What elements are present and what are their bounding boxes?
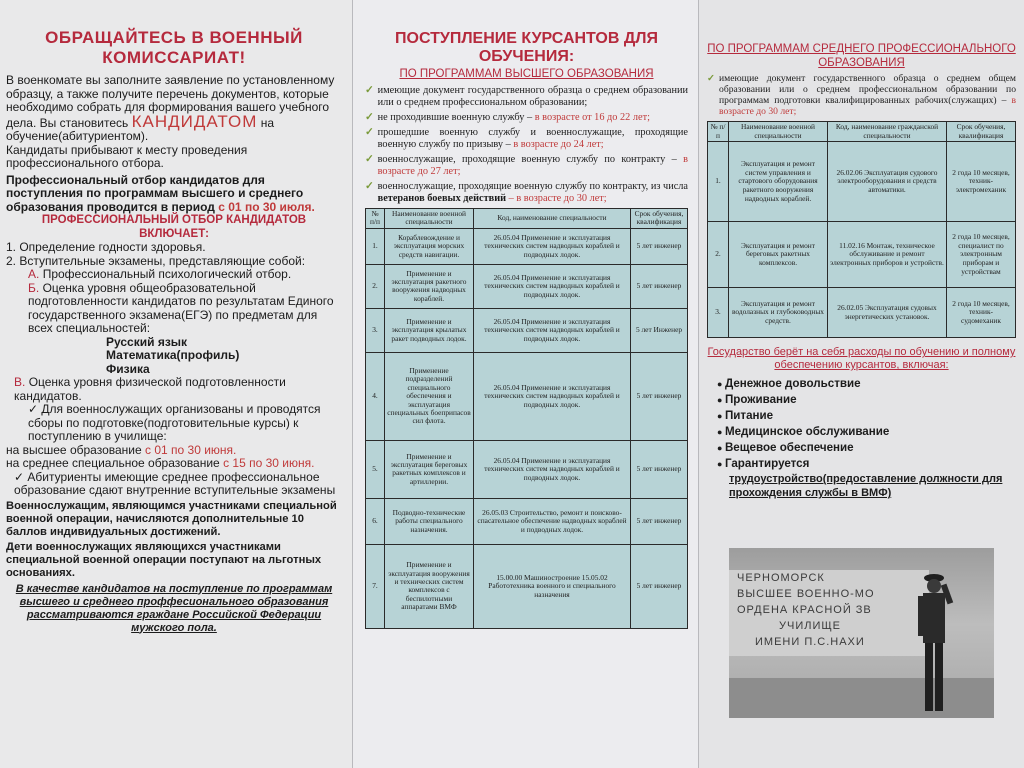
letter-b: Б. <box>28 280 40 295</box>
svo-children: Дети военнослужащих являющихся участниками специальной военной операции поступают на льготных основаниях. <box>6 540 322 579</box>
row-term: 5 лет инженер <box>631 352 688 440</box>
middle-panel-title: ПОСТУПЛЕНИЕ КУРСАНТОВ ДЛЯ ОБУЧЕНИЯ: <box>395 30 658 65</box>
item-v-text: Оценка уровня физической подготовленности кандидатов. <box>14 375 286 403</box>
condition-4 <box>365 154 688 178</box>
left-panel-title: ОБРАЩАЙТЕСЬ В ВОЕННЫЙ КОМИССАРИАТ! <box>45 28 303 67</box>
row-code: 26.05.04 Применение и эксплуатация технических систем надводных кораблей и подводных лодок. <box>474 264 631 308</box>
intro-text: В военкомате вы заполните заявление по установленному образцу, а также получите перечень документов, которые необходимо собрать для формирования вашего учебного дела. Вы становитесь <box>6 73 335 130</box>
row-name: Кораблевождение и эксплуатация морских средств навигации. <box>385 228 474 264</box>
check-icon: ✓ <box>365 127 374 138</box>
letter-v: В. <box>14 375 26 389</box>
check-icon: ✓ <box>365 154 374 165</box>
secondary-condition-age: в возрасте до 30 лет; <box>719 95 1016 117</box>
selection-title: ПРОФЕССИОНАЛЬНЫЙ ОТБОР КАНДИДАТОВ ВКЛЮЧАЕТ: <box>41 214 307 240</box>
left-panel <box>0 0 352 768</box>
photo-line: ИМЕНИ П.С.НАХИ <box>755 636 865 648</box>
right-panel <box>698 0 1024 768</box>
condition-3-age: в возрасте до 24 лет; <box>513 139 604 150</box>
list-item: ● Денежное довольствие <box>717 376 1016 392</box>
check-icon: ✓ <box>707 73 716 84</box>
item-v <box>6 376 342 403</box>
photo-line: ОРДЕНА КРАСНОЙ ЗВ <box>737 604 872 616</box>
row-num: 1. <box>708 142 729 222</box>
row-name: Применение подразделений специального обеспечения и эксплуатация специальных боеприпасов сил флота. <box>385 352 474 440</box>
photo-line: ВЫСШЕЕ ВОЕННО-МО <box>737 588 875 600</box>
row-name: Подводно-технические работы специального назначения. <box>385 498 474 544</box>
secondary-exam-text: Абитуриенты имеющие среднее профессиональное образование сдают внутренние вступительные экзамены <box>14 469 336 497</box>
row-term: 5 лет инженер <box>631 264 688 308</box>
cadet-figure-icon <box>914 566 954 716</box>
header-name: Наименование военной специальности <box>729 122 828 142</box>
subject-physics: Физика <box>106 361 150 376</box>
condition-2 <box>365 112 688 124</box>
row-code: 26.05.04 Применение и эксплуатация технических систем надводных кораблей и подводных лодок. <box>474 440 631 498</box>
condition-2-age: в возрасте от 16 до 22 лет; <box>534 112 650 123</box>
higher-specialties-table <box>365 208 688 629</box>
left-footer: В качестве кандидатов на поступление по программам высшего и среднего проффесионального образования рассматриваются граждане Российской Федерации мужского пола. <box>15 582 333 634</box>
row-num: 6. <box>366 498 385 544</box>
item-b <box>6 282 342 336</box>
school-photo <box>729 548 994 718</box>
svo-points: Военнослужащим, являющимся участниками специальной военной операции, начисляются дополнительные 10 баллов индивидуальных достижений. <box>6 499 337 538</box>
military-note <box>6 403 342 444</box>
middle-panel <box>352 0 698 768</box>
row-code: 15.00.00 Машиностроение 15.05.02 Работотехника военного и специального назначения <box>474 544 631 628</box>
row-term: 2 года 10 месяцев, техник-судомеханик <box>947 288 1016 338</box>
row-term: 5 лет инженер <box>631 228 688 264</box>
check-icon: ✓ <box>365 112 374 123</box>
candidate-word: КАНДИДАТОМ <box>131 111 258 131</box>
table-row <box>366 498 688 544</box>
table-header-row <box>366 209 688 229</box>
row-code: 26.05.04 Применение и эксплуатация технических систем надводных кораблей и подводных лодок. <box>474 352 631 440</box>
table-row <box>366 228 688 264</box>
secondary-condition-text: имеющие документ государственного образца о среднем общем образовании или о среднем профессиональном образовании по программам подготовки квалифицированных рабочих(служащих) – <box>719 73 1016 106</box>
row-name: Эксплуатация и ремонт водолазных и глубоководных средств. <box>729 288 828 338</box>
condition-3 <box>365 127 688 151</box>
photo-ground <box>729 678 994 718</box>
check-icon: ✓ <box>14 469 28 484</box>
selection-text <box>6 174 342 215</box>
condition-5-veterans: ветеранов боевых действий <box>377 193 507 204</box>
row-num: 2. <box>366 264 385 308</box>
row-num: 3. <box>366 308 385 352</box>
row-num: 7. <box>366 544 385 628</box>
condition-4-text: военнослужащие, проходящие военную службу по контракту – <box>377 154 677 165</box>
row-term: 5 лет инженер <box>631 498 688 544</box>
letter-a: А. <box>28 267 40 281</box>
item-b-text: Оценка уровня общеобразовательной подготовленности кандидатов по результатам Единого государственного экзамена(ЕГЭ) по предметам для всех специальностей: <box>28 280 334 335</box>
row-code: 26.05.04 Применение и эксплуатация технических систем надводных кораблей и подводных лодок. <box>474 228 631 264</box>
condition-1-text: имеющие документ государственного образца о среднем образовании или о среднем профессиональном образовании; <box>377 85 688 108</box>
item-health: 1. Определение годности здоровья. <box>6 240 206 254</box>
header-term: Срок обучения, квалификация <box>947 122 1016 142</box>
row-term: 2 года 10 месяцев, специалист по электронным приборам и устройствам <box>947 222 1016 288</box>
row-name: Применение и эксплуатация ракетного вооружения надводных кораблей. <box>385 264 474 308</box>
list-item: ● Проживание <box>717 392 1016 408</box>
left-intro <box>6 74 342 144</box>
row-num: 5. <box>366 440 385 498</box>
selection-period-text: Профессиональный отбор кандидатов для поступления по программам высшего и среднего образования проводится в период <box>6 172 304 214</box>
list-item: ● Питание <box>717 408 1016 424</box>
row-num: 3. <box>708 288 729 338</box>
secondary-prep <box>6 457 342 471</box>
header-code: Код, наименование гражданской специальности <box>828 122 947 142</box>
table-row <box>708 288 1016 338</box>
condition-4-age: в возрасте до 27 лет; <box>377 154 688 177</box>
row-num: 4. <box>366 352 385 440</box>
list-item: ● Гарантируется <box>717 456 1016 472</box>
higher-prep <box>6 444 342 458</box>
subject-math: Математика(профиль) <box>106 348 240 362</box>
photo-line: ЧЕРНОМОРСК <box>737 572 825 584</box>
row-code: 26.05.04 Применение и эксплуатация технических систем надводных кораблей и подводных лодок. <box>474 308 631 352</box>
row-num: 1. <box>366 228 385 264</box>
secondary-label: на среднее специальное образование <box>6 456 220 470</box>
row-name: Применение и эксплуатация вооружения и технических систем комплексов с беспилотными аппаратами ВМФ <box>385 544 474 628</box>
item-exams: 2. Вступительные экзамены, представляющие собой: <box>6 253 306 268</box>
condition-2-text: не проходившие военную службу – <box>377 112 533 123</box>
row-term: 2 года 10 месяцев, техник-электромеханик <box>947 142 1016 222</box>
benefits-list <box>707 376 1016 472</box>
secondary-education-subtitle: ПО ПРОГРАММАМ СРЕДНЕГО ПРОФЕССИОНАЛЬНОГО ОБРАЗОВАНИЯ <box>707 43 1016 69</box>
item-a-text: Профессиональный психологический отбор. <box>42 267 292 281</box>
higher-dates: с 01 по 30 июня. <box>145 442 237 457</box>
header-num: № п/п <box>708 122 729 142</box>
check-icon: ✓ <box>365 181 374 192</box>
condition-1 <box>365 85 688 109</box>
arrive-text: Кандидаты прибывают к месту проведения профессионального отбора. <box>6 142 248 170</box>
table-row <box>708 142 1016 222</box>
row-name: Эксплуатация и ремонт береговых ракетных комплексов. <box>729 222 828 288</box>
table-row <box>366 440 688 498</box>
row-code: 11.02.16 Монтаж, техническое обслуживание и ремонт электронных приборов и устройств. <box>828 222 947 288</box>
row-code: 26.05.03 Строительство, ремонт и поисково-спасательное обеспечение надводных кораблей и подводных лодок. <box>474 498 631 544</box>
condition-5-text: военнослужащие, проходящие военную службу по контракту, из числа <box>377 181 688 192</box>
row-term: 5 лет инженер <box>631 544 688 628</box>
header-code: Код, наименование специальности <box>474 209 631 229</box>
row-name: Эксплуатация и ремонт систем управления и стартового оборудования ракетного вооружения надводных кораблей. <box>729 142 828 222</box>
check-icon: ✓ <box>365 85 374 96</box>
secondary-exam <box>6 471 342 498</box>
secondary-specialties-table <box>707 121 1016 338</box>
table-row <box>366 352 688 440</box>
photo-line: УЧИЛИЩЕ <box>779 620 841 632</box>
table-row <box>708 222 1016 288</box>
table-row <box>366 308 688 352</box>
row-code: 26.02.06 Эксплуатация судового электрооборудования и средств автоматики. <box>828 142 947 222</box>
condition-3-text: прошедшие военную службу и военнослужащие, проходящие военную службу по призыву – <box>377 127 688 150</box>
row-name: Применение и эксплуатация крылатых ракет подводных лодок. <box>385 308 474 352</box>
row-term: 5 лет Инженер <box>631 308 688 352</box>
condition-5-age: – в возрасте до 30 лет; <box>508 193 607 204</box>
condition-5 <box>365 181 688 205</box>
item-a <box>6 268 342 282</box>
row-name: Применение и эксплуатация береговых ракетных комплексов и артиллерии. <box>385 440 474 498</box>
employment-text: трудоустройство(предоставление должности для прохождения службы в ВМФ) <box>729 473 1003 500</box>
row-code: 26.02.05 Эксплуатация судовых энергетических установок. <box>828 288 947 338</box>
secondary-dates: с 15 по 30 июня. <box>223 456 315 470</box>
list-item: ● Медицинское обслуживание <box>717 424 1016 440</box>
header-name: Наименование военной специальности <box>385 209 474 229</box>
intro-tail: на обучение(абитуриентом). <box>6 115 275 143</box>
list-item: ● Вещевое обеспечение <box>717 440 1016 456</box>
secondary-condition <box>707 73 1016 117</box>
row-num: 2. <box>708 222 729 288</box>
row-term: 5 лет инженер <box>631 440 688 498</box>
header-num: № п/п <box>366 209 385 229</box>
state-support-title: Государство берёт на себя расходы по обучению и полному обеспечению курсантов, включая: <box>707 346 1016 372</box>
higher-label: на высшее образование <box>6 442 142 457</box>
military-note-text: Для военнослужащих организованы и проводятся сборы по подготовке(подготовительные курсы) к поступлению в училище: <box>28 402 321 443</box>
check-icon: ✓ <box>28 402 42 416</box>
header-term: Срок обучения, квалификация <box>631 209 688 229</box>
photo-wall <box>729 570 929 656</box>
table-header-row <box>708 122 1016 142</box>
selection-dates: с 01 по 30 июля. <box>218 199 315 214</box>
subject-russian: Русский язык <box>106 334 188 349</box>
table-row <box>366 544 688 628</box>
table-row <box>366 264 688 308</box>
higher-education-subtitle: ПО ПРОГРАММАМ ВЫСШЕГО ОБРАЗОВАНИЯ <box>399 68 654 80</box>
